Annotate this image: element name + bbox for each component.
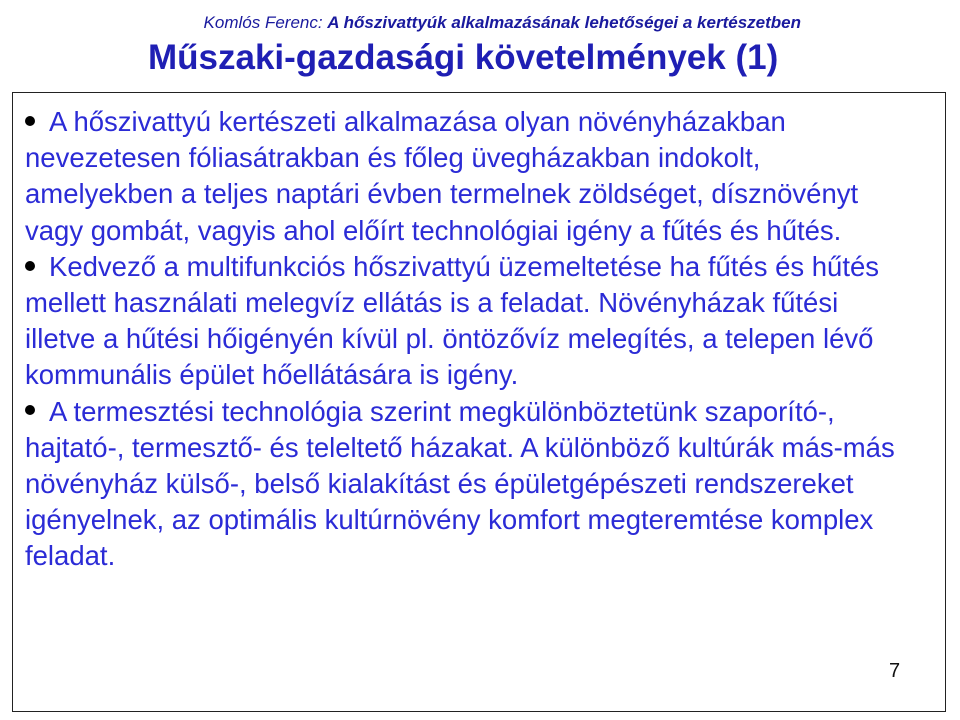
paragraph-2: [25, 249, 915, 394]
slide-title: Műszaki-gazdasági követelmények (1): [148, 38, 779, 77]
page-number: 7: [889, 660, 901, 682]
header-author: Komlós Ferenc:: [203, 13, 328, 32]
bullet-icon: [25, 261, 35, 271]
slide-body: [25, 104, 915, 575]
paragraph-3: [25, 394, 915, 575]
slide-header: [204, 13, 801, 33]
bullet-icon: [25, 405, 35, 415]
header-topic: A hőszivattyúk alkalmazásának lehetőségei a kertészetben: [327, 13, 801, 32]
paragraph-1: [25, 104, 915, 249]
paragraph-text: A hőszivattyú kertészeti alkalmazása olyan növényházakban nevezetesen fóliasátrakban és főleg üvegházakban indokolt, amelyekben a teljes naptári évben termelnek zöldséget, dísznövényt vagy gombát, vagyis ahol előírt technológiai igény a fűtés és hűtés.: [25, 106, 859, 246]
bullet-icon: [25, 116, 35, 126]
paragraph-text: A termesztési technológia szerint megkülönböztetünk szaporító-, hajtató-, termesztő- és teleltető házakat. A különböző kultúrák más-más növényház külső-, belső kialakítást és épületgépészeti rendszereket igényelnek, az optimális kultúrnövény komfort megteremtése komplex feladat.: [25, 395, 895, 572]
paragraph-text: Kedvező a multifunkciós hőszivattyú üzemeltetése ha fűtés és hűtés mellett használati melegvíz ellátás is a feladat. Növényházak fűtési illetve a hűtési hőigényén kívül pl. öntözővíz melegítés, a telepen lévő kommunális épület hőellátására is igény.: [25, 250, 880, 391]
